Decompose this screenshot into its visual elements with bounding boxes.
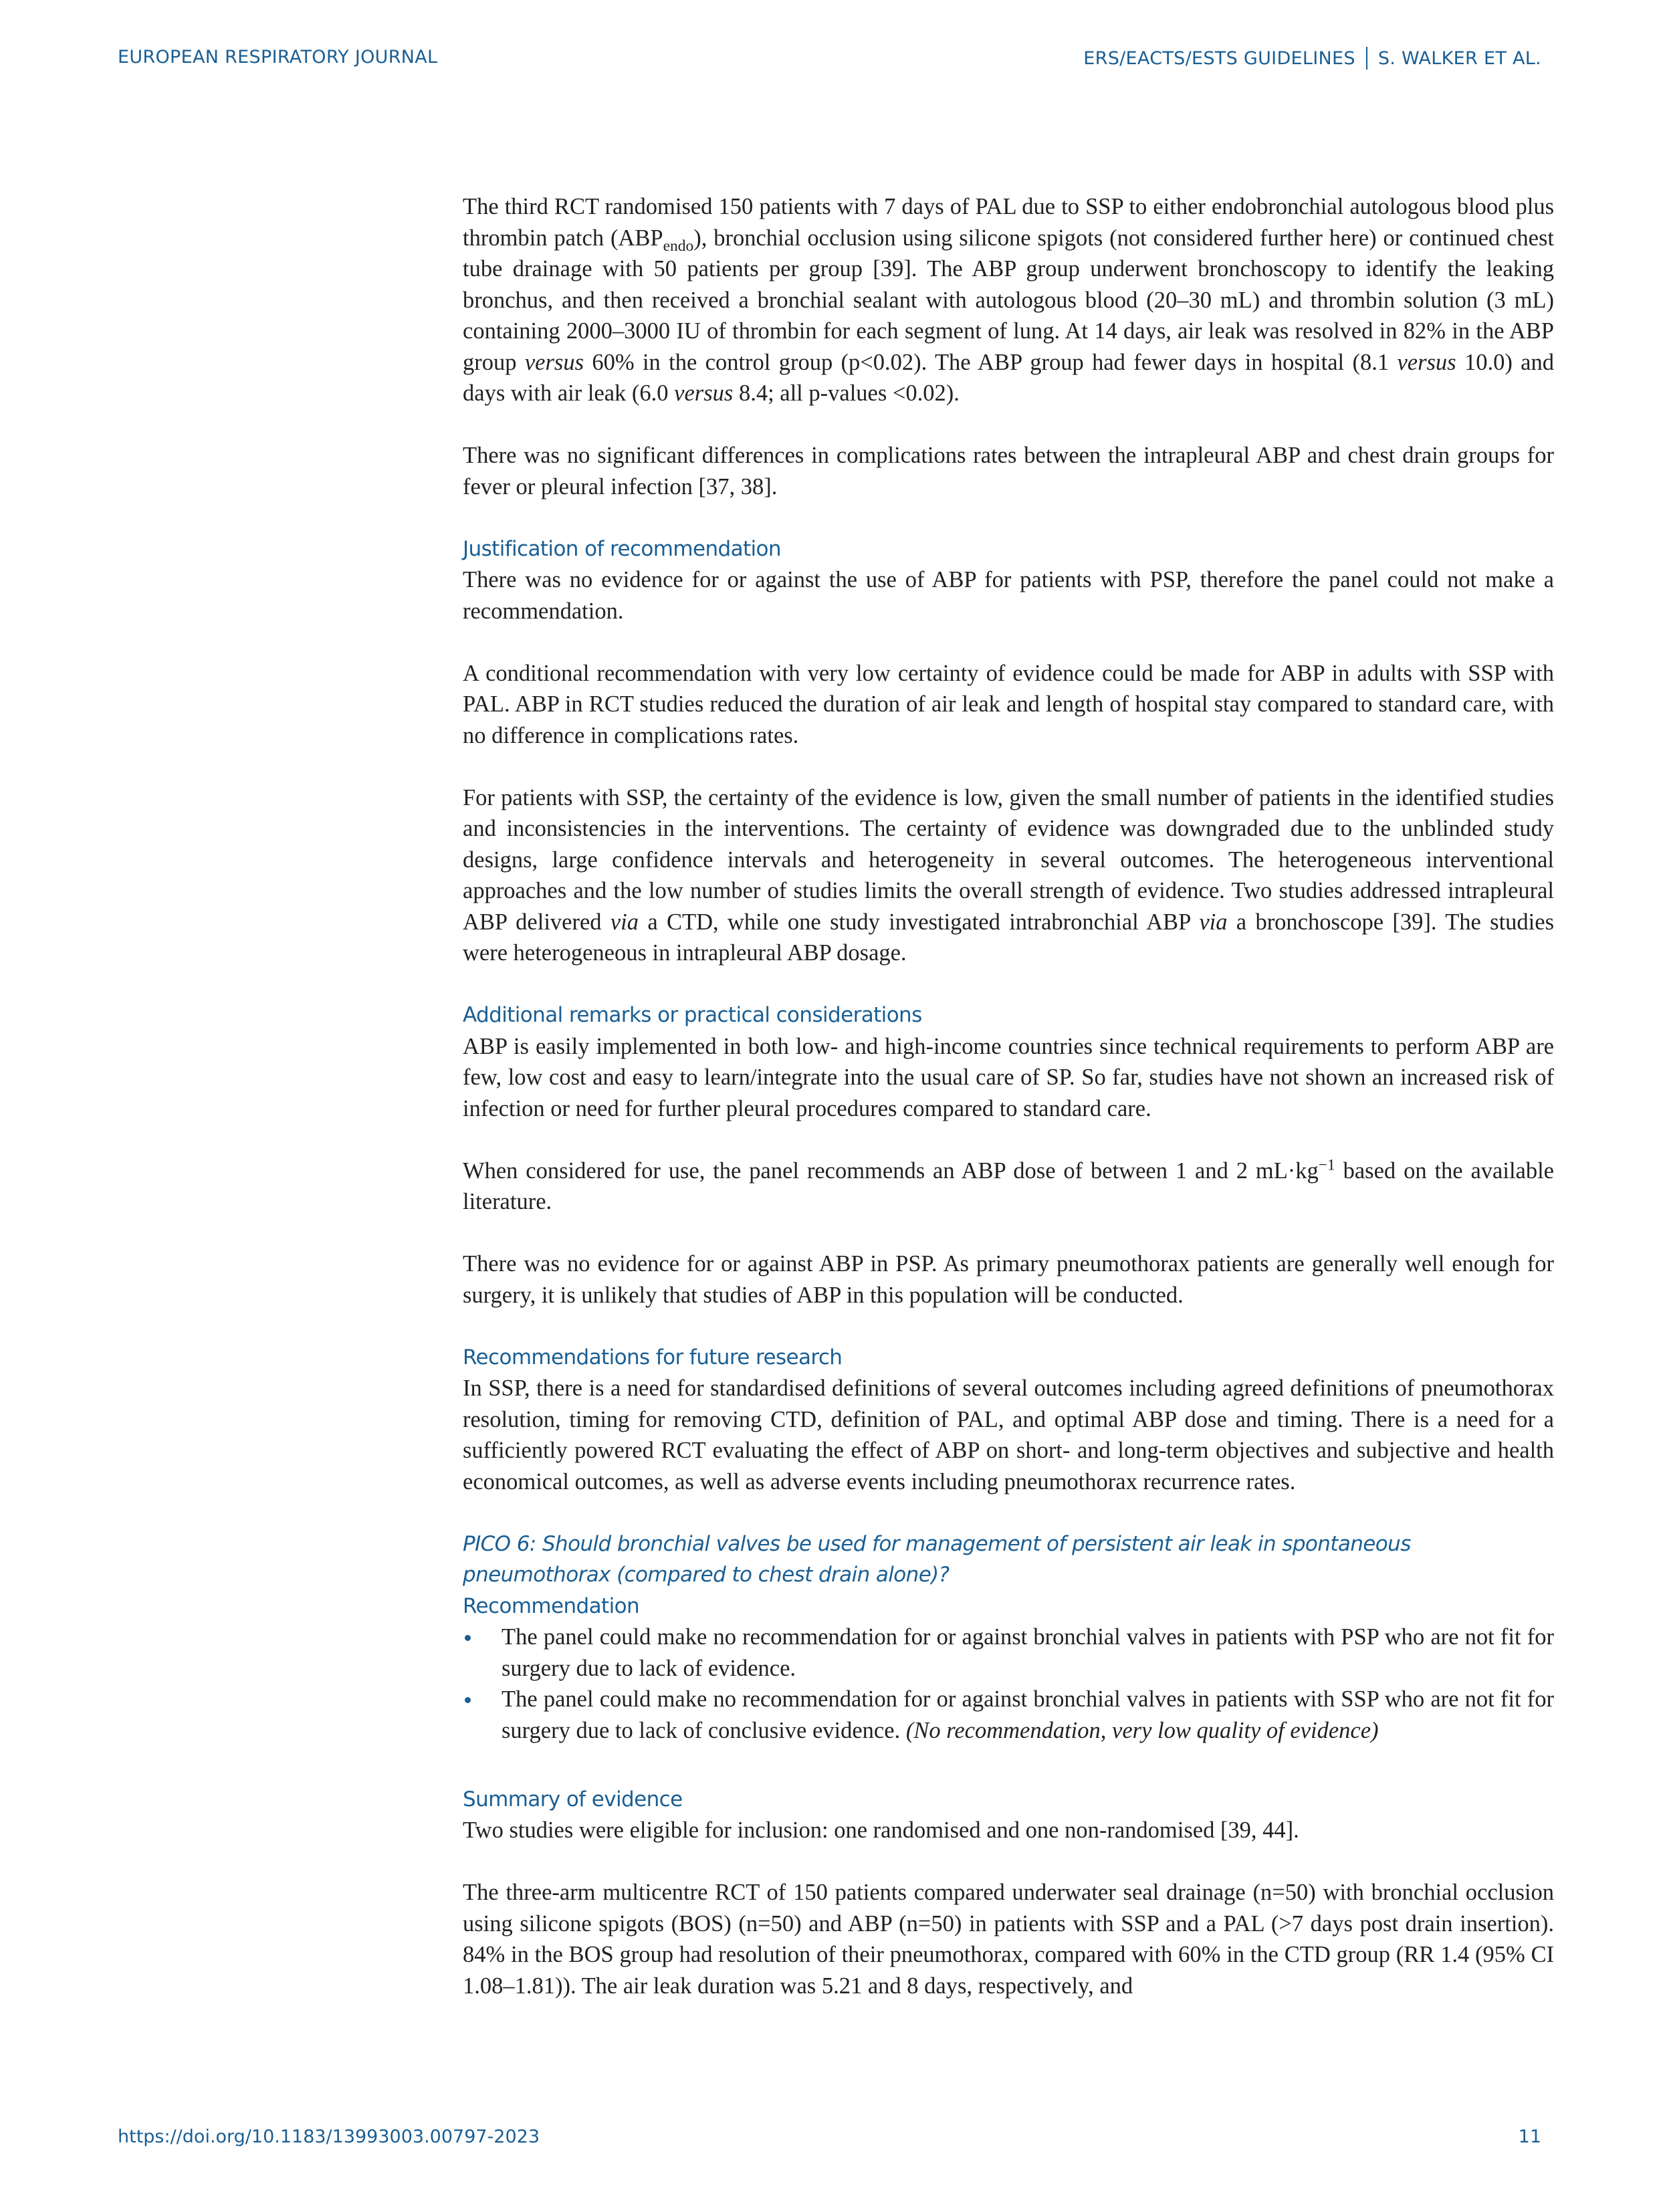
section-label: ERS/EACTS/ESTS GUIDELINES (1083, 47, 1355, 69)
text-run: 8.4; all p-values <0.02). (733, 380, 960, 406)
recommendation-text: The panel could make no recommendation for or against bronchial valves in patients with SSP who are not fit for surgery due to lack of conclusive evidence. (502, 1686, 1554, 1743)
page-number: 11 (1518, 2126, 1541, 2147)
pico-6-question: PICO 6: Should bronchial valves be used for management of persistent air leak in spontaneous pneumothorax (compared to chest drain alone)? (463, 1531, 1411, 1587)
heading-future-research: Recommendations for future research (463, 1345, 843, 1369)
text-run: based on the available literature. (463, 1157, 1554, 1214)
running-header (118, 47, 1541, 70)
text-run: ), bronchial occlusion using silicone spigots (not considered further here) or continued chest tube drainage with 50 patients per group [39]. The ABP group underwent bronchoscopy to identify the leaking bronchus, and then received a bronchial sealant with autologous blood (20–30 mL) and thrombin solution (3 mL) containing 2000–3000 IU of thrombin for each segment of lung. At 14 days, air leak was resolved in 82% in the ABP group (463, 225, 1554, 375)
text-run: 10.0) and days with air leak (6.0 (463, 349, 1554, 406)
heading-summary-evidence: Summary of evidence (463, 1787, 683, 1811)
doi-link[interactable]: https://doi.org/10.1183/13993003.00797-2023 (118, 2126, 540, 2147)
paragraph-remarks-1: ABP is easily implemented in both low- and high-income countries since technical requirements to perform ABP are few, low cost and easy to learn/integrate into the usual care of SP. So far, studies have not shown an increased risk of infection or need for further pleural procedures compared to standard care. (463, 1033, 1554, 1121)
article-body (463, 191, 1554, 2001)
recommendation-text: The panel could make no recommendation for or against bronchial valves in patients with PSP who are not fit for surgery due to lack of evidence. (502, 1624, 1554, 1681)
text-run: For patients with SSP, the certainty of the evidence is low, given the small number of patients in the identified studies and inconsistencies in the interventions. The certainty of evidence was downgraded due to the unblinded study designs, large confidence intervals and heterogeneity in several outcomes. The heterogeneous interventional approaches and the low number of studies limits the overall strength of evidence. Two studies addressed intrapleural ABP delivered (463, 784, 1554, 935)
italic-versus: versus (674, 380, 734, 406)
heading-justification: Justification of recommendation (463, 536, 781, 561)
header-divider (1366, 47, 1367, 70)
text-run: a bronchoscope [39]. The studies were heterogeneous in intrapleural ABP dosage. (463, 909, 1554, 966)
paragraph-remarks-3: There was no evidence for or against ABP in PSP. As primary pneumothorax patients are generally well enough for surgery, it is unlikely that studies of ABP in this population will be conducted. (463, 1251, 1554, 1308)
paragraph-third-rct (463, 191, 1554, 409)
text-run: a CTD, while one study investigated intrabronchial ABP (639, 909, 1200, 935)
paragraph-summary-2: The three-arm multicentre RCT of 150 patients compared underwater seal drainage (n=50) with bronchial occlusion using silicone spigots (BOS) (n=50) and ABP (n=50) in patients with SSP and a PAL (>7 days post drain insertion). 84% in the BOS group had resolution of their pneumothorax, compared with 60% in the CTD group (RR 1.4 (95% CI 1.08–1.81)). The air leak duration was 5.21 and 8 days, respectively, and (463, 1880, 1554, 1999)
paragraph-justification-3 (463, 782, 1554, 969)
heading-remarks: Additional remarks or practical considerations (463, 1003, 922, 1027)
text-run: When considered for use, the panel recommends an ABP dose of between 1 and 2 mL·kg (463, 1157, 1319, 1184)
italic-via: via (610, 909, 639, 935)
paragraph-complications: There was no significant differences in complications rates between the intrapleural ABP and chest drain groups for fever or pleural infection [37, 38]. (463, 443, 1554, 500)
spacer (463, 1777, 1554, 1784)
italic-via: via (1199, 909, 1228, 935)
recommendation-grade: (No recommendation, very low quality of evidence) (905, 1717, 1379, 1743)
text-run: 60% in the control group (p<0.02). The ABP group had fewer days in hospital (8.1 (584, 349, 1398, 375)
paragraph-justification-2: A conditional recommendation with very low certainty of evidence could be made for ABP in adults with SSP with PAL. ABP in RCT studies reduced the duration of air leak and length of hospital stay compared to standard care, with no difference in complications rates. (463, 660, 1554, 748)
superscript: −1 (1318, 1156, 1335, 1174)
bullet-icon (465, 1635, 471, 1641)
recommendation-item (463, 1684, 1554, 1746)
page-footer (118, 2126, 1541, 2147)
italic-versus: versus (1397, 349, 1456, 375)
paragraph-summary-1: Two studies were eligible for inclusion: one randomised and one non-randomised [39, 44]. (463, 1817, 1299, 1843)
subscript: endo (663, 237, 694, 255)
recommendation-list (463, 1622, 1554, 1746)
recommendation-item (463, 1622, 1554, 1684)
paragraph-future-research: In SSP, there is a need for standardised definitions of several outcomes including agreed definitions of pneumothorax resolution, timing for removing CTD, definition of PAL, and optimal ABP dose and timing. There is a need for a sufficiently powered RCT evaluating the effect of ABP on short- and long-term objectives and subjective and health economical outcomes, as well as adverse events including pneumothorax recurrence rates. (463, 1375, 1554, 1495)
journal-name: EUROPEAN RESPIRATORY JOURNAL (118, 47, 438, 68)
author-label: S. WALKER ET AL. (1377, 47, 1541, 69)
bullet-icon (465, 1697, 471, 1703)
header-right (1083, 47, 1541, 70)
heading-recommendation: Recommendation (463, 1593, 640, 1618)
italic-versus: versus (524, 349, 584, 375)
paragraph-remarks-2 (463, 1155, 1554, 1218)
paragraph-justification-1: There was no evidence for or against the use of ABP for patients with PSP, therefore the panel could not make a recommendation. (463, 567, 1554, 624)
text-run: The third RCT randomised 150 patients with 7 days of PAL due to SSP to either endobronchial autologous blood plus thrombin patch (ABP (463, 194, 1554, 251)
